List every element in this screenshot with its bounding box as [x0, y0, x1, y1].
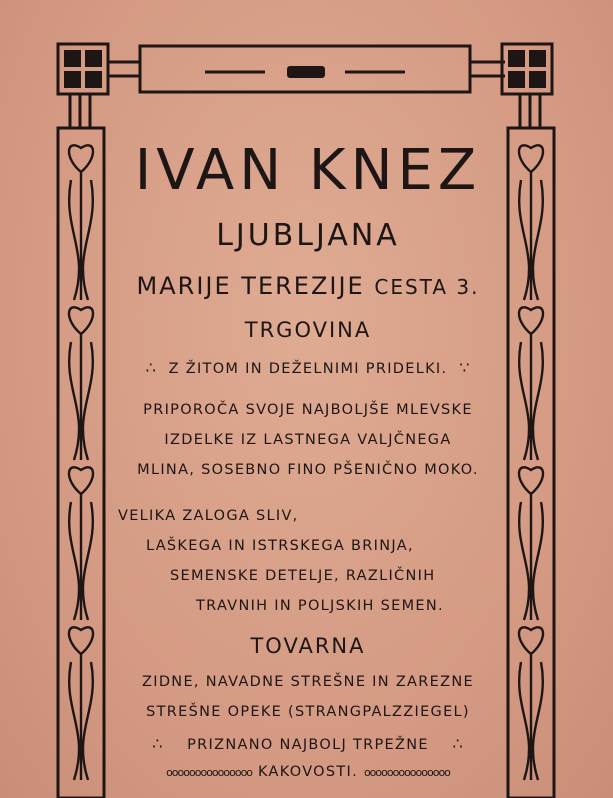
trade-heading: TRGOVINA: [244, 318, 372, 342]
street-address: [108, 272, 508, 300]
letterhead-content: [108, 138, 508, 798]
stock-line-4: TRAVNIH IN POLJSKIH SEMEN.: [196, 598, 444, 614]
factory-line-2: STREŠNE OPEKE (STRANGPALZZIEGEL): [146, 704, 470, 720]
stock-line-3: SEMENSKE DETELJE, RAZLIČNIH: [170, 568, 436, 584]
right-ornament-1: [519, 145, 543, 300]
triple-dot-left-icon: ∴: [145, 358, 157, 377]
factory-closing-1: PRIZNANO NAJBOLJ TRPEŽNE: [187, 737, 429, 753]
trade-subtitle: Z ŽITOM IN DEŽELNIMI PRIDELKI.: [168, 361, 448, 377]
factory-line-1: ZIDNE, NAVADNE STREŠNE IN ZAREZNE: [142, 674, 474, 690]
trade-subtitle-row: [108, 358, 508, 377]
left-ornament-1: [69, 145, 93, 300]
right-ornament-2: [519, 307, 543, 460]
stock-line-1: VELIKA ZALOGA SLIV,: [118, 508, 299, 524]
circle-chain-right-icon: ooooooooooooooo: [363, 766, 450, 779]
left-ornament-3: [69, 467, 93, 620]
trade-line-2: IZDELKE IZ LASTNEGA VALJČNEGA: [164, 432, 452, 448]
trade-line-3: MLINA, SOSEBNO FINO PŠENIČNO MOKO.: [137, 462, 479, 478]
stock-line-2: LAŠKEGA IN ISTRSKEGA BRINJA,: [146, 538, 414, 554]
company-name: IVAN KNEZ: [134, 138, 482, 203]
triple-dot-right-icon: ∵: [459, 358, 471, 377]
left-ornament-4: [69, 627, 93, 780]
circle-chain-left-icon: ooooooooooooooo: [166, 766, 253, 779]
left-ornament-2: [69, 307, 93, 460]
top-center-dash: [287, 66, 325, 78]
factory-closing-2-row: [108, 764, 508, 780]
city-name: LJUBLJANA: [216, 218, 400, 253]
factory-closing-2: KAKOVOSTI.: [257, 764, 359, 780]
factory-closing-row: [108, 734, 508, 753]
street-suffix: CESTA 3.: [374, 275, 480, 299]
factory-heading: TOVARNA: [250, 634, 366, 658]
trade-line-1: PRIPOROČA SVOJE NAJBOLJŠE MLEVSKE: [143, 402, 473, 418]
right-ornament-4: [519, 627, 543, 780]
triple-dot-left-icon: ∴: [152, 734, 164, 753]
street-name: MARIJE TEREZIJE: [136, 272, 365, 300]
triple-dot-right-icon: ∴: [452, 734, 464, 753]
